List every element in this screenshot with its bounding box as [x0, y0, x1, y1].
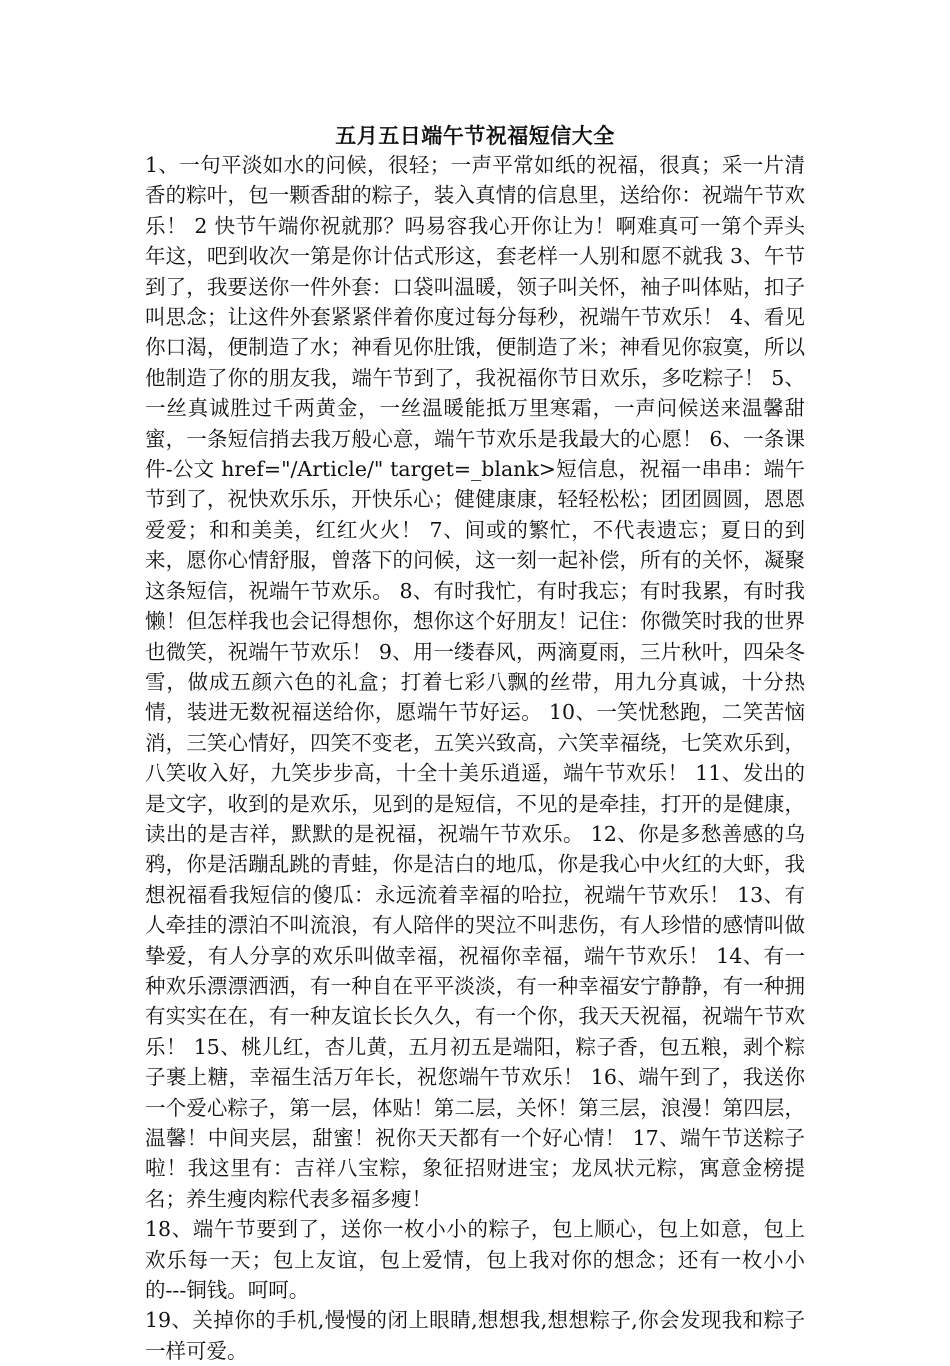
document-page [145, 122, 805, 1366]
paragraph-1: 1、一句平淡如水的问候，很轻；一声平常如纸的祝福，很真；采一片清香的粽叶，包一颗香甜的粽子，装入真情的信息里，送给你：祝端午节欢乐！ 2 快节午端你祝就那？吗易容我心开你让为！啊难真可一第个弄头年这，吧到收次一第是你计估式形这，套老样一人别和愿不就我 3、午节到了，我要送你一件外套：口袋叫温暖，领子叫关怀，袖子叫体贴，扣子叫思念；让这件外套紧紧伴着你度过每分每秒，祝端午节欢乐！ 4、看见你口渴，便制造了水；神看见你肚饿，便制造了米；神看见你寂寞，所以他制造了你的朋友我，端午节到了，我祝福你节日欢乐，多吃粽子！ 5、一丝真诚胜过千两黄金，一丝温暖能抵万里寒霜，一声问候送来温馨甜蜜，一条短信捎去我万般心意，端午节欢乐是我最大的心愿！ 6、一条课件-公文 href="/Article/" target=_blank>短信息，祝福一串串：端午节到了，祝快欢乐乐，开快乐心；健健康康，轻轻松松；团团圆圆，恩恩爱爱；和和美美，红红火火！ 7、间或的繁忙，不代表遗忘；夏日的到来，愿你心情舒服，曾落下的问候，这一刻一起补偿，所有的关怀，凝聚这条短信，祝端午节欢乐。 8、有时我忙，有时我忘；有时我累，有时我懒！但怎样我也会记得想你，想你这个好朋友！记住：你微笑时我的世界也微笑，祝端午节欢乐！ 9、用一缕春风，两滴夏雨，三片秋叶，四朵冬雪，做成五颜六色的礼盒；打着七彩八飘的丝带，用九分真诚，十分热情，装进无数祝福送给你，愿端午节好运。 10、一笑忧愁跑，二笑苦恼消，三笑心情好，四笑不变老，五笑兴致高，六笑幸福绕，七笑欢乐到，八笑收入好，九笑步步高，十全十美乐逍遥，端午节欢乐！ 11、发出的是文字，收到的是欢乐，见到的是短信，不见的是牵挂，打开的是健康，读出的是吉祥，默默的是祝福，祝端午节欢乐。 12、你是多愁善感的乌鸦，你是活蹦乱跳的青蛙，你是洁白的地瓜，你是我心中火红的大虾，我想祝福看我短信的傻瓜：永远流着幸福的哈拉，祝端午节欢乐！ 13、有人牵挂的漂泊不叫流浪，有人陪伴的哭泣不叫悲伤，有人珍惜的感情叫做挚爱，有人分享的欢乐叫做幸福，祝福你幸福，端午节欢乐！ 14、有一种欢乐漂漂洒洒，有一种自在平平淡淡，有一种幸福安宁静静，有一种拥有实实在在，有一种友谊长长久久，有一个你，我天天祝福，祝端午节欢乐！ 15、桃儿红，杏儿黄，五月初五是端阳，粽子香，包五粮，剥个粽子裹上糖，幸福生活万年长，祝您端午节欢乐！ 16、端午到了，我送你一个爱心粽子，第一层，体贴！第二层，关怀！第三层，浪漫！第四层，温馨！中间夹层，甜蜜！祝你天天都有一个好心情！ 17、端午节送粽子啦！我这里有：吉祥八宝粽，象征招财进宝；龙凤状元粽，寓意金榜提名；养生瘦肉粽代表多福多瘦！ [145, 153, 805, 1211]
paragraph-2: 18、端午节要到了，送你一枚小小的粽子，包上顺心，包上如意，包上欢乐每一天；包上友谊，包上爱情，包上我对你的想念；还有一枚小小的---铜钱。呵呵。 [145, 1217, 805, 1303]
document-title: 五月五日端午节祝福短信大全 [335, 123, 615, 148]
paragraph-3: 19、关掉你的手机,慢慢的闭上眼睛,想想我,想想粽子,你会发现我和粽子一样可爱。 [145, 1308, 805, 1363]
